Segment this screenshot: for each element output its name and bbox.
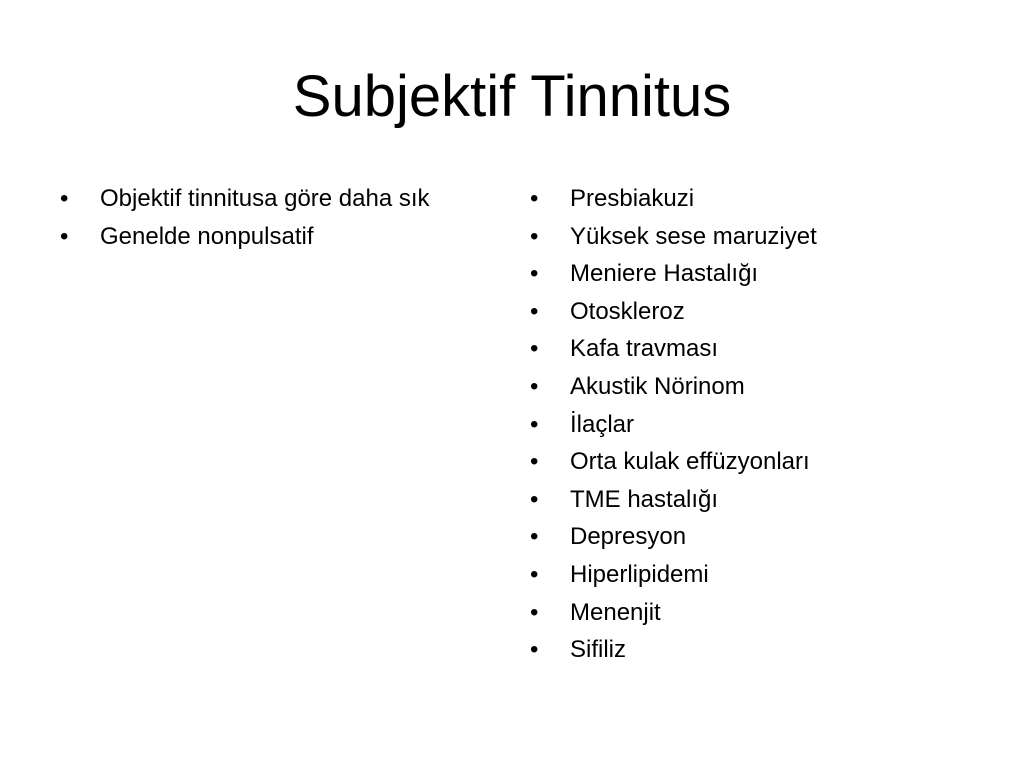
list-item-text: Sifiliz <box>570 636 627 664</box>
list-item-text: Genelde nonpulsatif <box>100 222 314 250</box>
list-item <box>530 218 980 256</box>
list-item <box>530 443 980 481</box>
list-item <box>530 631 980 669</box>
list-item-text: TME hastalığı <box>570 485 719 513</box>
bullet-icon: • <box>530 485 539 513</box>
bullet-icon: • <box>530 598 539 626</box>
left-bullet-list <box>60 180 510 255</box>
list-item-text: Menenjit <box>570 598 661 626</box>
right-bullet-list <box>530 180 980 669</box>
list-item-text: Meniere Hastalığı <box>570 260 759 288</box>
list-item <box>60 180 510 218</box>
slide-title: Subjektif Tinnitus <box>292 64 732 129</box>
list-item <box>60 218 510 256</box>
list-item <box>530 293 980 331</box>
list-item-text: Depresyon <box>570 523 687 551</box>
list-item <box>530 594 980 632</box>
bullet-icon: • <box>530 523 539 551</box>
list-item <box>530 406 980 444</box>
bullet-icon: • <box>530 185 539 212</box>
bullet-icon: • <box>530 335 539 363</box>
list-item-text: Yüksek sese maruziyet <box>570 222 817 250</box>
bullet-icon: • <box>530 560 539 588</box>
list-item <box>530 368 980 406</box>
bullet-icon: • <box>530 297 539 325</box>
list-item-text: Hiperlipidemi <box>570 560 709 588</box>
list-item-text: Presbiakuzi <box>570 185 695 212</box>
bullet-icon: • <box>60 222 69 250</box>
bullet-icon: • <box>60 185 69 212</box>
list-item <box>530 481 980 519</box>
list-item-text: Orta kulak effüzyonları <box>570 448 810 476</box>
list-item <box>530 255 980 293</box>
list-item-text: Objektif tinnitusa göre daha sık <box>100 185 430 212</box>
bullet-icon: • <box>530 372 539 400</box>
list-item-text: Kafa travması <box>570 335 719 363</box>
bullet-icon: • <box>530 222 539 250</box>
list-item <box>530 556 980 594</box>
list-item-text: Akustik Nörinom <box>570 372 745 400</box>
list-item-text: Otoskleroz <box>570 297 685 325</box>
list-item-text: İlaçlar <box>570 410 635 438</box>
list-item <box>530 518 980 556</box>
bullet-icon: • <box>530 636 539 664</box>
list-item <box>530 330 980 368</box>
bullet-icon: • <box>530 260 539 288</box>
bullet-icon: • <box>530 448 539 476</box>
list-item <box>530 180 980 218</box>
bullet-icon: • <box>530 410 539 438</box>
